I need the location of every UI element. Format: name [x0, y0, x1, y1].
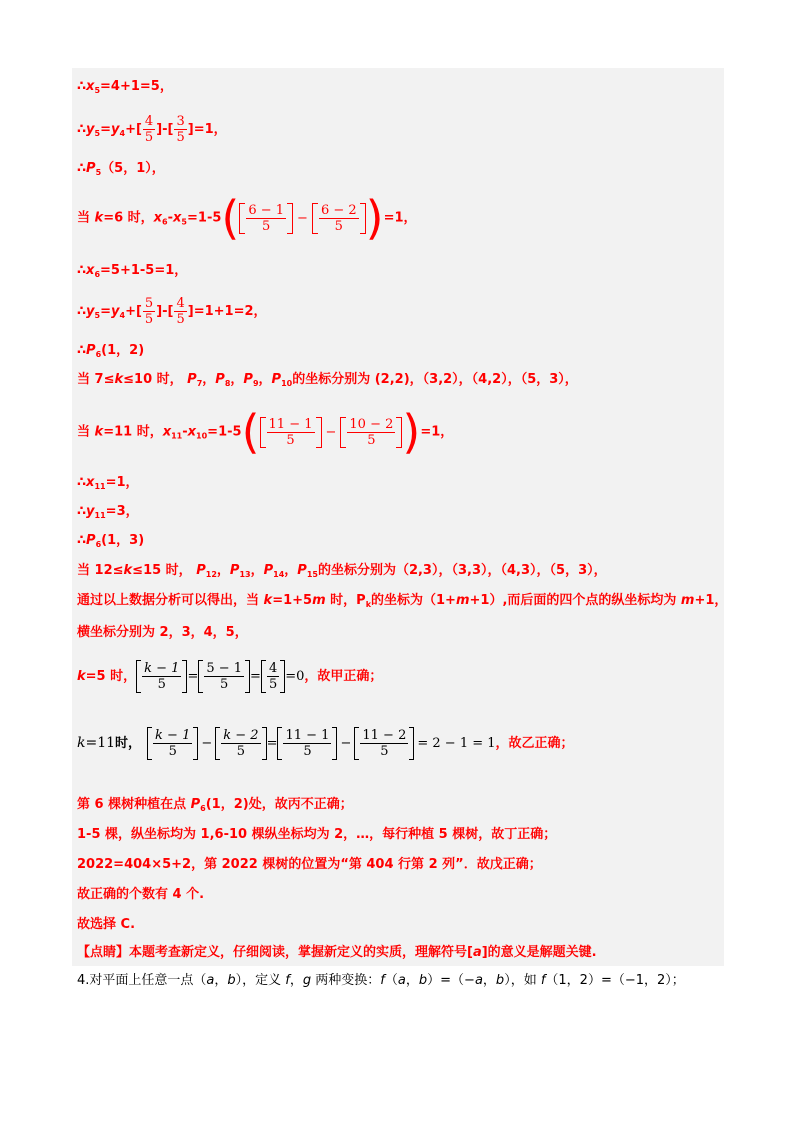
- solution-line-16: k=5 时， $\frac{k - 1}{5}$ = $\frac{5 - 1}{5}$ = $\frac{4}{5}$ =0，故甲正确；: [77, 661, 383, 692]
- solution-line-1: $\therefore x_5=4+1=5$，: [77, 79, 173, 95]
- solution-line-8: 当 7≤k≤10 时， $P_7$，$P_8$，$P_9$，$P_{10}$的坐标分别为 (2,2)，（3,2），（4,2），（5，3），: [77, 372, 578, 388]
- solution-line-15: 横坐标分别为 2，3，4，5，: [77, 625, 248, 640]
- solution-line-2: $\therefore y_5=y_4+$[ $\frac{4}{5}$ ]-[ $\frac{3}{5}$ ]=1，: [77, 114, 227, 145]
- solution-line-13: 当 12≤k≤15 时， $P_{12}$，$P_{13}$，$P_{14}$，$P_{15}$的坐标分别为（2,3），（3,3），（4,3），（5，3），: [77, 563, 607, 579]
- solution-line-21: 故正确的个数有 4 个.: [77, 887, 205, 902]
- solution-line-9: 当 k=11 时，$x_{11}-x_{10}=1-5$( $\frac{11 - 1}{5}$ − $\frac{10 - 2}{5}$ )=1，: [77, 405, 454, 459]
- solution-line-22: 故选择 C.: [77, 917, 136, 932]
- solution-line-10: $\therefore x_{11}=1$，: [77, 475, 139, 491]
- solution-line-4: 当 k=6 时，$x_6-x_5=1-5$( $\frac{6 - 1}{5}$ − $\frac{6 - 2}{5}$ )=1，: [77, 191, 417, 245]
- solution-line-11: $\therefore y_{11}=3$，: [77, 504, 139, 520]
- solution-line-14: 通过以上数据分析可以得出，当 k=1+5m 时，$P_k$的坐标为（1+m+1）,而后面的四个点的纵坐标均为 m+1，: [77, 593, 728, 609]
- solution-line-3: $\therefore P_5(5$，1），: [77, 161, 165, 177]
- solution-line-18: 第 6 棵树种植在点 $P_6(1$，2)处，故丙不正确；: [77, 797, 353, 813]
- solution-line-17: k=11时， $\frac{k - 1}{5}$ − $\frac{k - 2}{5}$ = $\frac{11 - 1}{5}$ − $\frac{11 - 2}{5}$ = 2 − 1 = 1，故乙正确；: [77, 728, 574, 759]
- solution-line-5: $\therefore x_6=5+1-5=1$，: [77, 263, 188, 279]
- solution-line-12: $\therefore P_6(1$，3): [77, 533, 145, 549]
- question-4: 4.对平面上任意一点（a，b），定义 f，g 两种变换：f（a，b）=（−a，b），如 f（1，2）=（−1，2）；: [77, 973, 685, 988]
- solution-line-6: $\therefore y_5=y_4+$[ $\frac{5}{5}$ ]-[ $\frac{4}{5}$ ]=1+1=2，: [77, 296, 267, 327]
- solution-line-20: 2022=404×5+2，第 2022 棵树的位置为“第 404 行第 2 列”．故戊正确；: [77, 857, 542, 872]
- solution-line-7: $\therefore P_6(1$，2): [77, 343, 145, 359]
- tip-line: 【点睛】本题考查新定义，仔细阅读，掌握新定义的实质，理解符号[a]的意义是解题关键.: [77, 945, 597, 960]
- solution-line-19: 1-5 棵，纵坐标均为 1,6-10 棵纵坐标均为 2，…，每行种植 5 棵树，故丁正确；: [77, 827, 557, 842]
